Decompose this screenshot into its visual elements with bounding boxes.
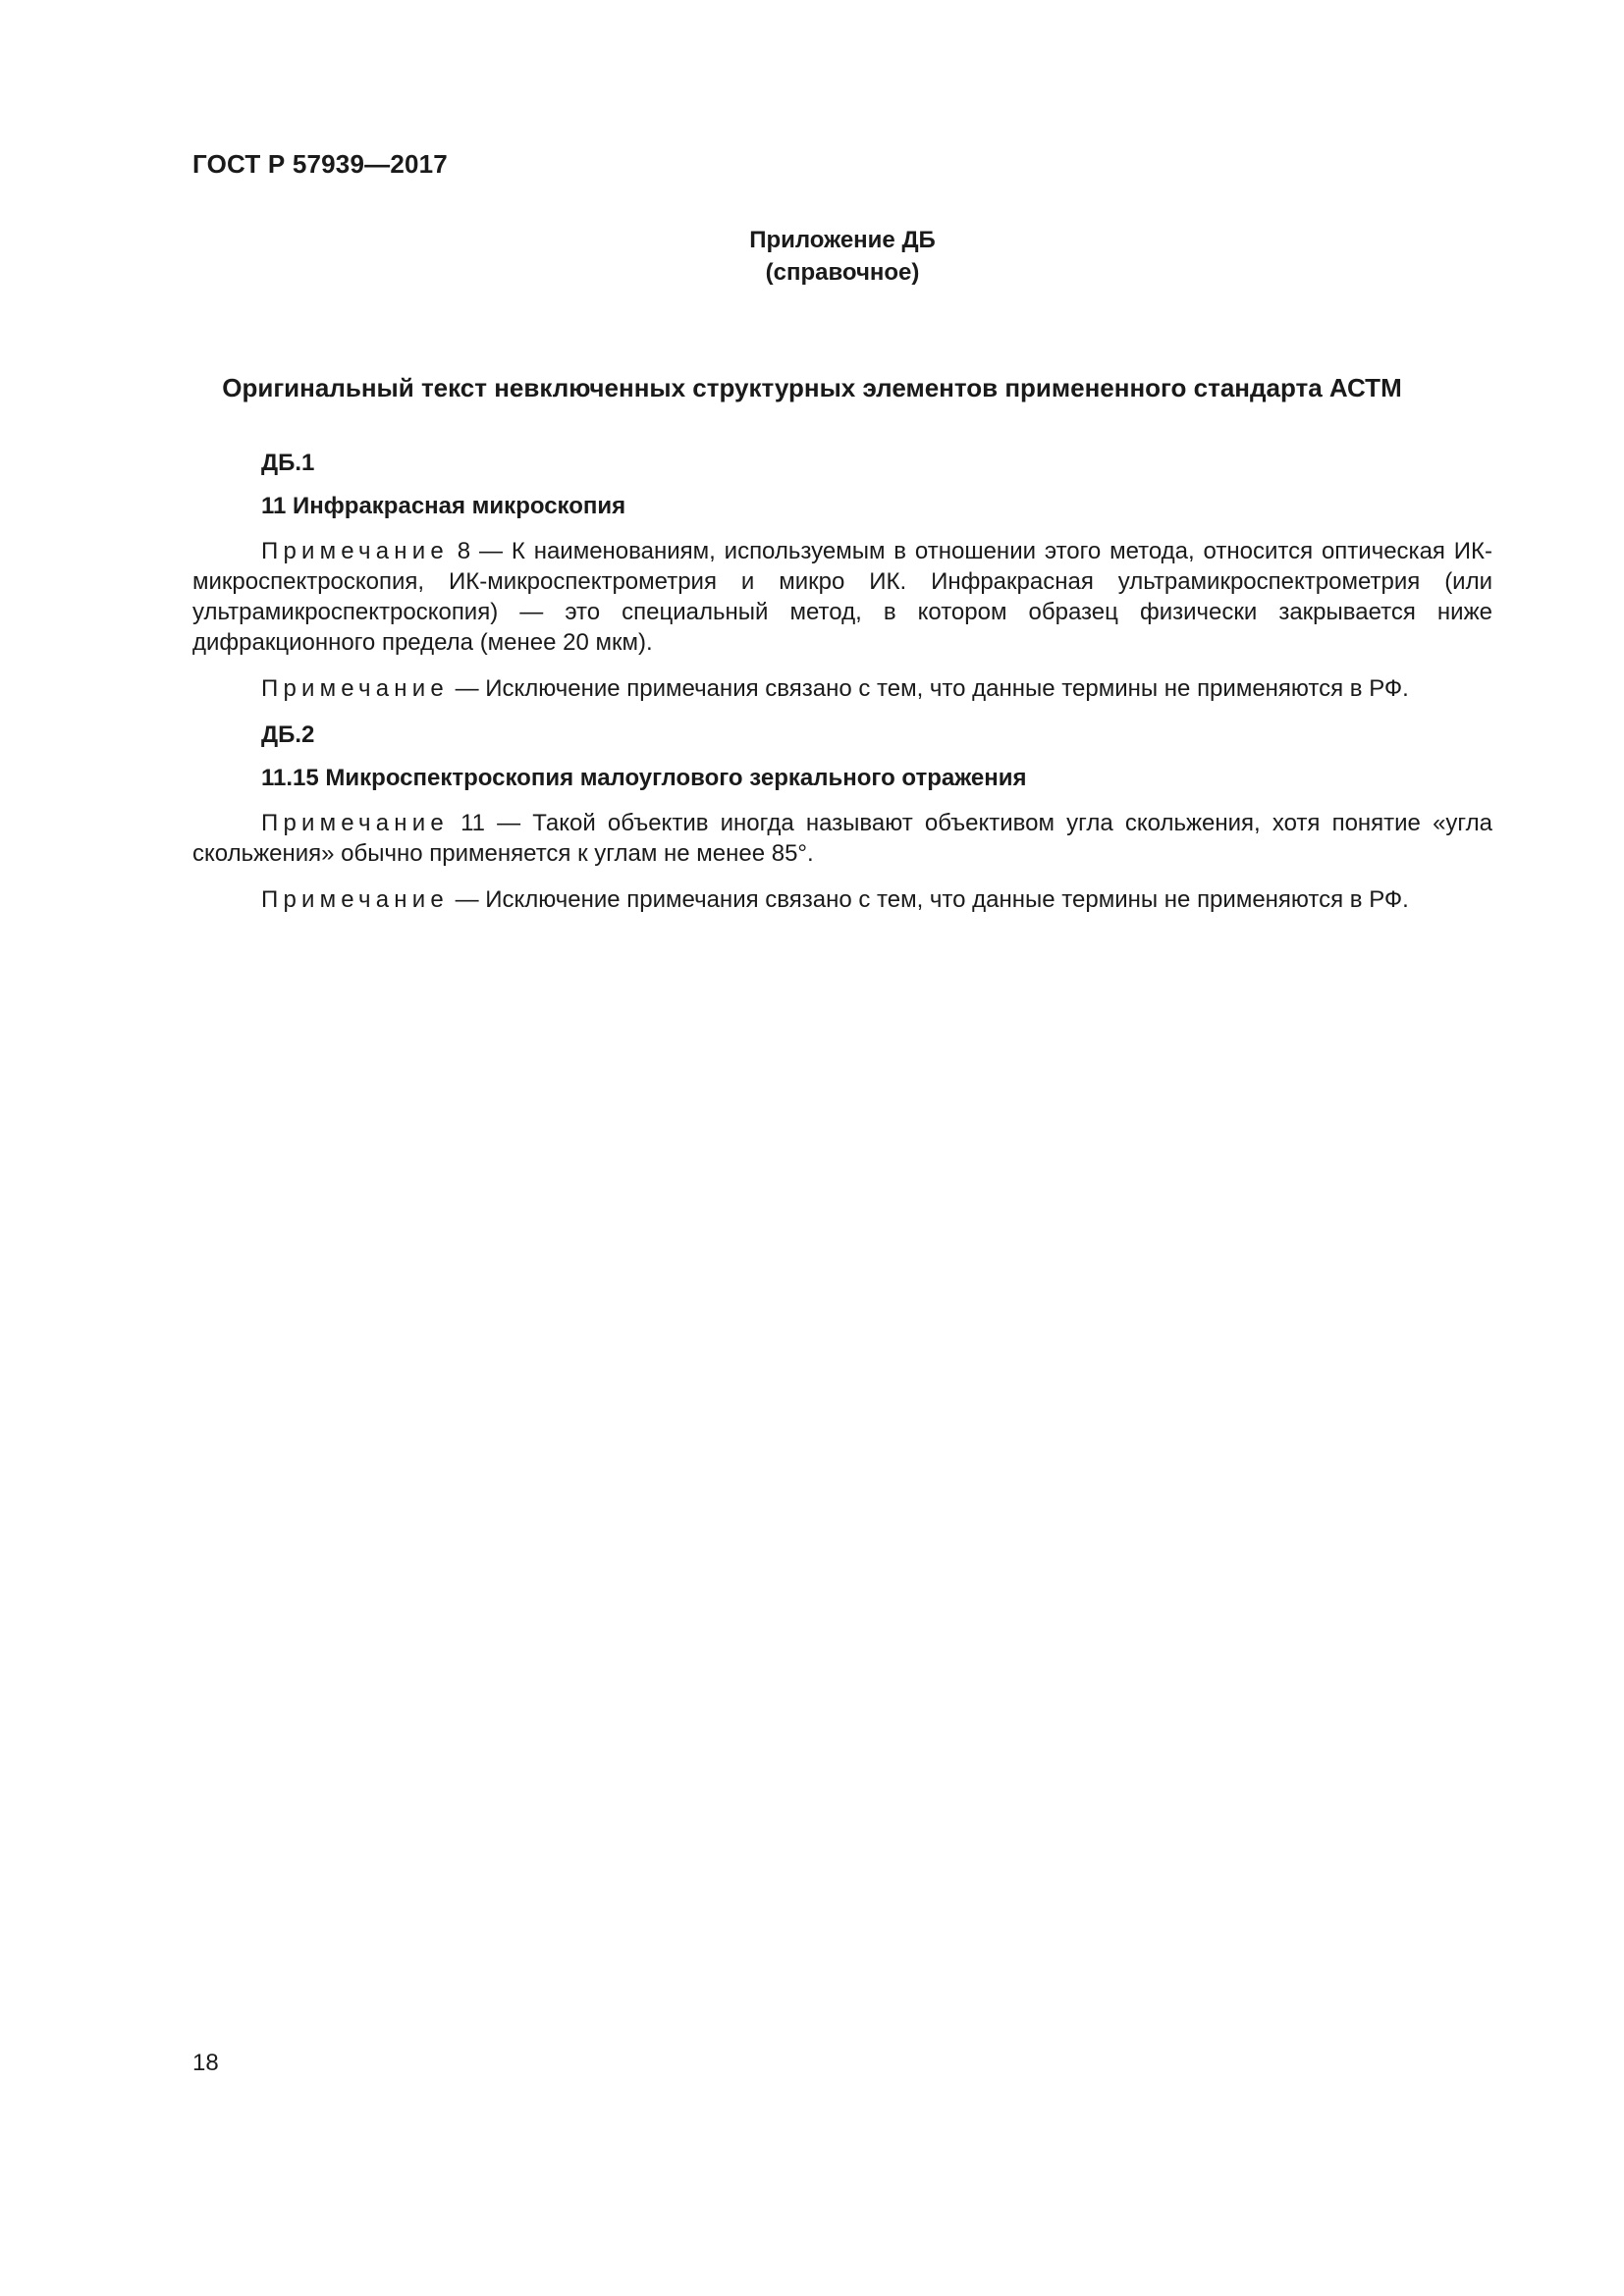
note-paragraph [192,673,1492,704]
document-body [192,448,1492,931]
annex-title-block [0,224,1624,289]
note-paragraph [192,536,1492,658]
note-label: Примечание [261,538,449,564]
note-label: Примечание [261,886,449,913]
annex-subtitle: (справочное) [765,259,920,286]
note-label: Примечание [261,810,449,836]
annex-title: Приложение ДБ [749,227,936,253]
note-label: Примечание [261,675,449,702]
section-title-db2: 11.15 Микроспектроскопия малоуглового зеркального отражения [261,765,1027,791]
main-heading: Оригинальный текст невключенных структурных элементов примененного стандарта АСТМ [222,373,1402,402]
document-code-header: ГОСТ Р 57939—2017 [192,149,448,179]
note-text: — Исключение примечания связано с тем, что данные термины не применяются в РФ. [448,886,1409,913]
note-paragraph [192,808,1492,869]
note-text: 11 — Такой объектив иногда называют объективом угла скольжения, хотя понятие «угла скольжения» обычно применяется к углам не менее 85°. [192,810,1492,867]
section-title-db1: 11 Инфракрасная микроскопия [261,493,626,519]
section-label-db2: ДБ.2 [261,721,315,748]
note-text: — Исключение примечания связано с тем, что данные термины не применяются в РФ. [448,675,1409,702]
note-paragraph [192,884,1492,915]
section-label-db1: ДБ.1 [261,450,315,476]
note-text: 8 — К наименованиям, используемым в отношении этого метода, относится оптическая ИК-микроспектроскопия, ИК-микроспектрометрия и микро ИК. Инфракрасная ультрамикроспектрометрия (или ультрамикроспектроскопия) — это специальный метод, в котором образец физически закрывается ниже дифракционного предела (менее 20 мкм). [192,538,1492,656]
page-number: 18 [192,2050,219,2076]
